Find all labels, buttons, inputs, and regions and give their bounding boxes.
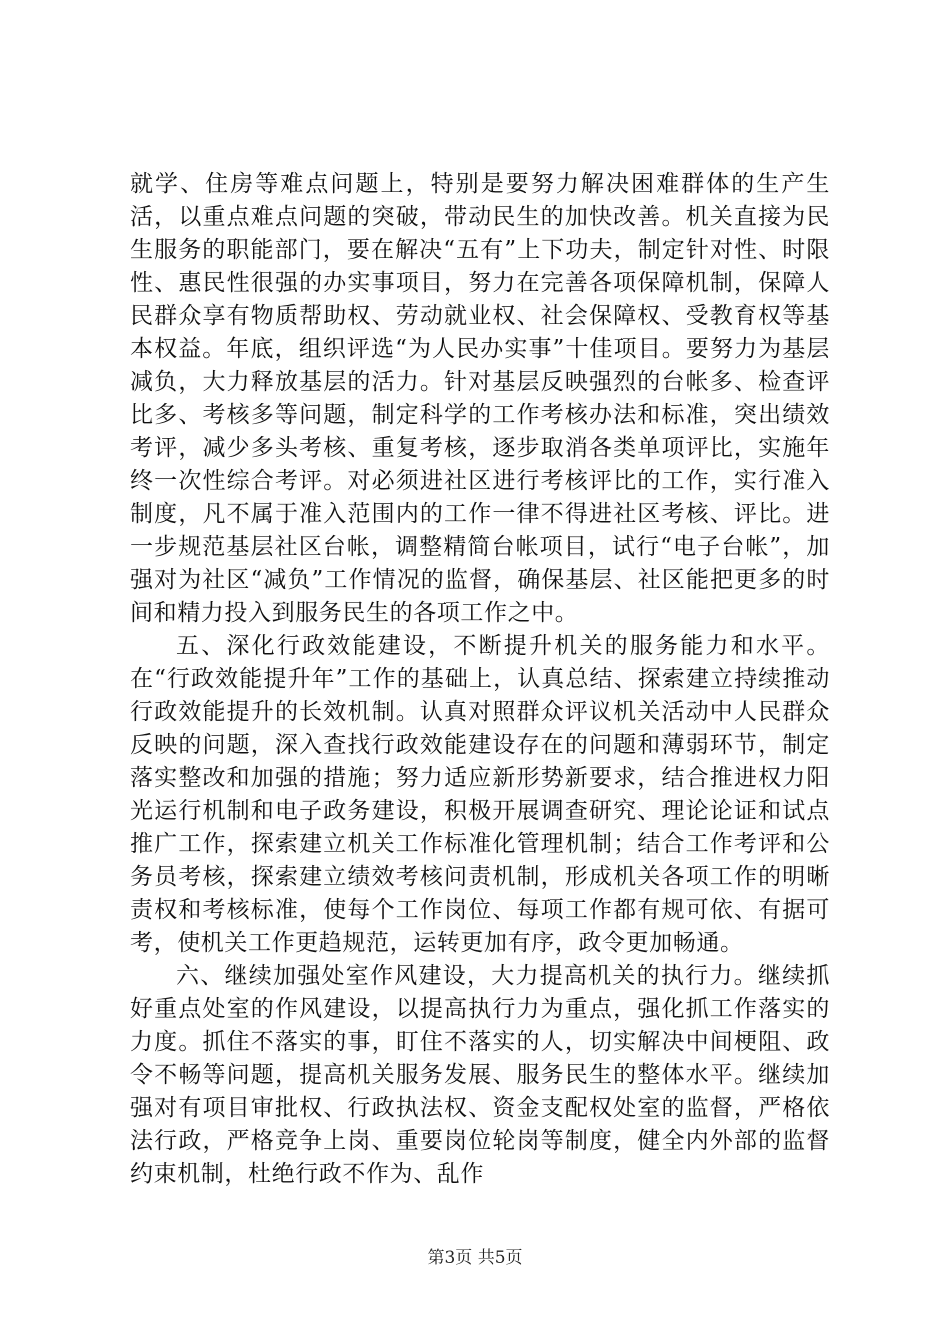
body-text <box>130 168 830 1191</box>
page-footer <box>0 1243 950 1268</box>
paragraph-section-six: 六、继续加强处室作风建设，大力提高机关的执行力。继续抓好重点处室的作风建设，以提高执行力为重点，强化抓工作落实的力度。抓住不落实的事，盯住不落实的人，切实解决中间梗阻、政令不畅等问题，提高机关服务发展、服务民生的整体水平。继续加强对有项目审批权、行政执法权、资金支配权处室的监督，严格依法行政，严格竞争上岗、重要岗位轮岗等制度，健全内外部的监督约束机制，杜绝行政不作为、乱作 <box>130 963 830 1187</box>
paragraph-section-five: 五、深化行政效能建设，不断提升机关的服务能力和水平。在“行政效能提升年”工作的基础上，认真总结、探索建立持续推动行政效能提升的长效机制。认真对照群众评议机关活动中人民群众反映的问题，深入查找行政效能建设存在的问题和薄弱环节，制定落实整改和加强的措施；努力适应新形势新要求，结合推进权力阳光运行机制和电子政务建设，积极开展调查研究、理论论证和试点推广工作，探索建立机关工作标准化管理机制；结合工作考评和公务员考核，探索建立绩效考核问责机制，形成机关各项工作的明晰责权和考核标准，使每个工作岗位、每项工作都有规可依、有据可考，使机关工作更趋规范，运转更加有序，政令更加畅通。 <box>130 633 830 956</box>
paragraph-continuation: 就学、住房等难点问题上，特别是要努力解决困难群体的生产生活，以重点难点问题的突破，带动民生的加快改善。机关直接为民生服务的职能部门，要在解决“五有”上下功夫，制定针对性、时限性、惠民性很强的办实事项目，努力在完善各项保障机制，保障人民群众享有物质帮助权、劳动就业权、社会保障权、受教育权等基本权益。年底，组织评选“为人民办实事”十佳项目。要努力为基层减负，大力释放基层的活力。针对基层反映强烈的台帐多、检查评比多、考核多等问题，制定科学的工作考核办法和标准，突出绩效考评，减少多头考核、重复考核，逐步取消各类单项评比，实施年终一次性综合考评。对必须进社区进行考核评比的工作，实行准入制度，凡不属于准入范围内的工作一律不得进社区考核、评比。进一步规范基层社区台帐，调整精简台帐项目，试行“电子台帐”，加强对为社区“减负”工作情况的监督，确保基层、社区能把更多的时间和精力投入到服务民生的各项工作之中。 <box>130 171 830 626</box>
page-number: 第3页 共5页 <box>427 1248 523 1268</box>
